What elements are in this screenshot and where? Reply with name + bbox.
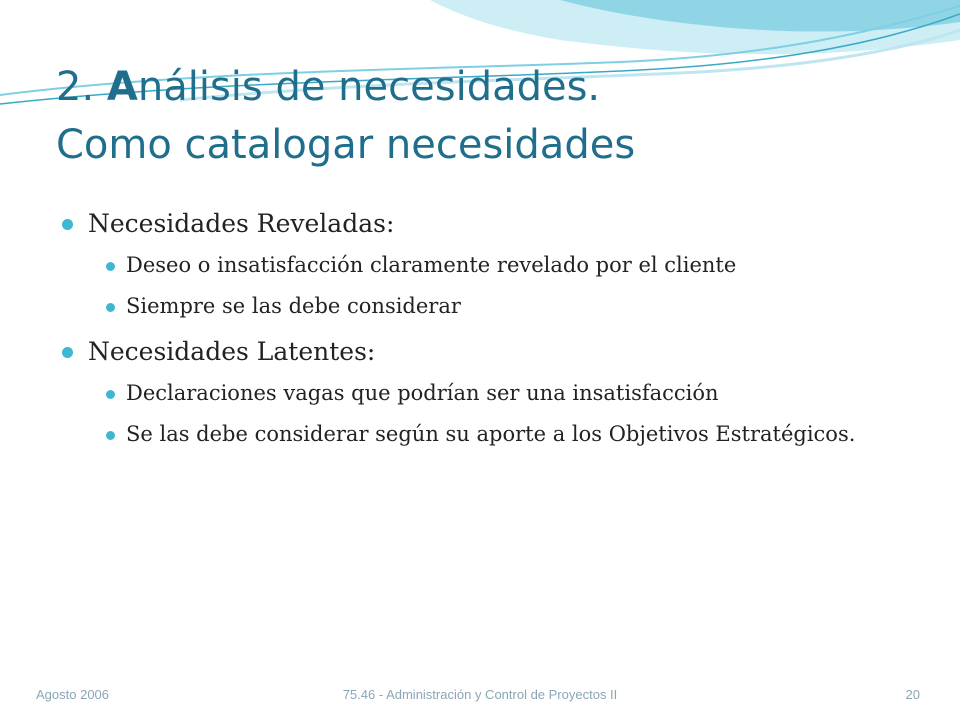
sub-bullet-item [88, 421, 886, 448]
bullet-list [62, 208, 922, 448]
bullet-item-latent-needs [62, 336, 922, 448]
title-bold-letter: A [106, 64, 138, 110]
sub-bullet-dot-icon [106, 431, 115, 440]
sub-bullet-dot-icon [106, 262, 115, 271]
sub-bullet-dot-icon [106, 390, 115, 399]
sub-bullet-list [88, 252, 922, 320]
sub-bullet-text: Deseo o insatisfacción claramente revelado por el cliente [126, 253, 737, 277]
sub-bullet-text: Declaraciones vagas que podrían ser una insatisfacción [126, 381, 719, 405]
title-line-2: Como catalogar necesidades [56, 122, 636, 168]
bullet-item-revealed-needs [62, 208, 922, 320]
title-line-1 [56, 58, 936, 116]
sub-bullet-text: Siempre se las debe considerar [126, 294, 461, 318]
title-line-1-rest: nálisis de necesidades. [137, 64, 601, 110]
bullet-label: Necesidades Reveladas: [88, 209, 395, 238]
sub-bullet-item [88, 252, 922, 279]
sub-bullet-item [88, 293, 922, 320]
slide-body [62, 200, 922, 448]
sub-bullet-dot-icon [106, 303, 115, 312]
bullet-dot-icon [62, 347, 73, 358]
footer-course-title: 75.46 - Administración y Control de Proyectos II [342, 687, 618, 702]
bullet-label: Necesidades Latentes: [88, 337, 376, 366]
footer-date: Agosto 2006 [36, 687, 110, 702]
bullet-dot-icon [62, 219, 73, 230]
slide-title [56, 58, 936, 174]
title-number: 2. [56, 64, 107, 110]
footer-page-number: 20 [905, 687, 920, 702]
sub-bullet-list [88, 380, 922, 448]
sub-bullet-item [88, 380, 922, 407]
sub-bullet-text: Se las debe considerar según su aporte a los Objetivos Estratégicos. [126, 422, 856, 446]
